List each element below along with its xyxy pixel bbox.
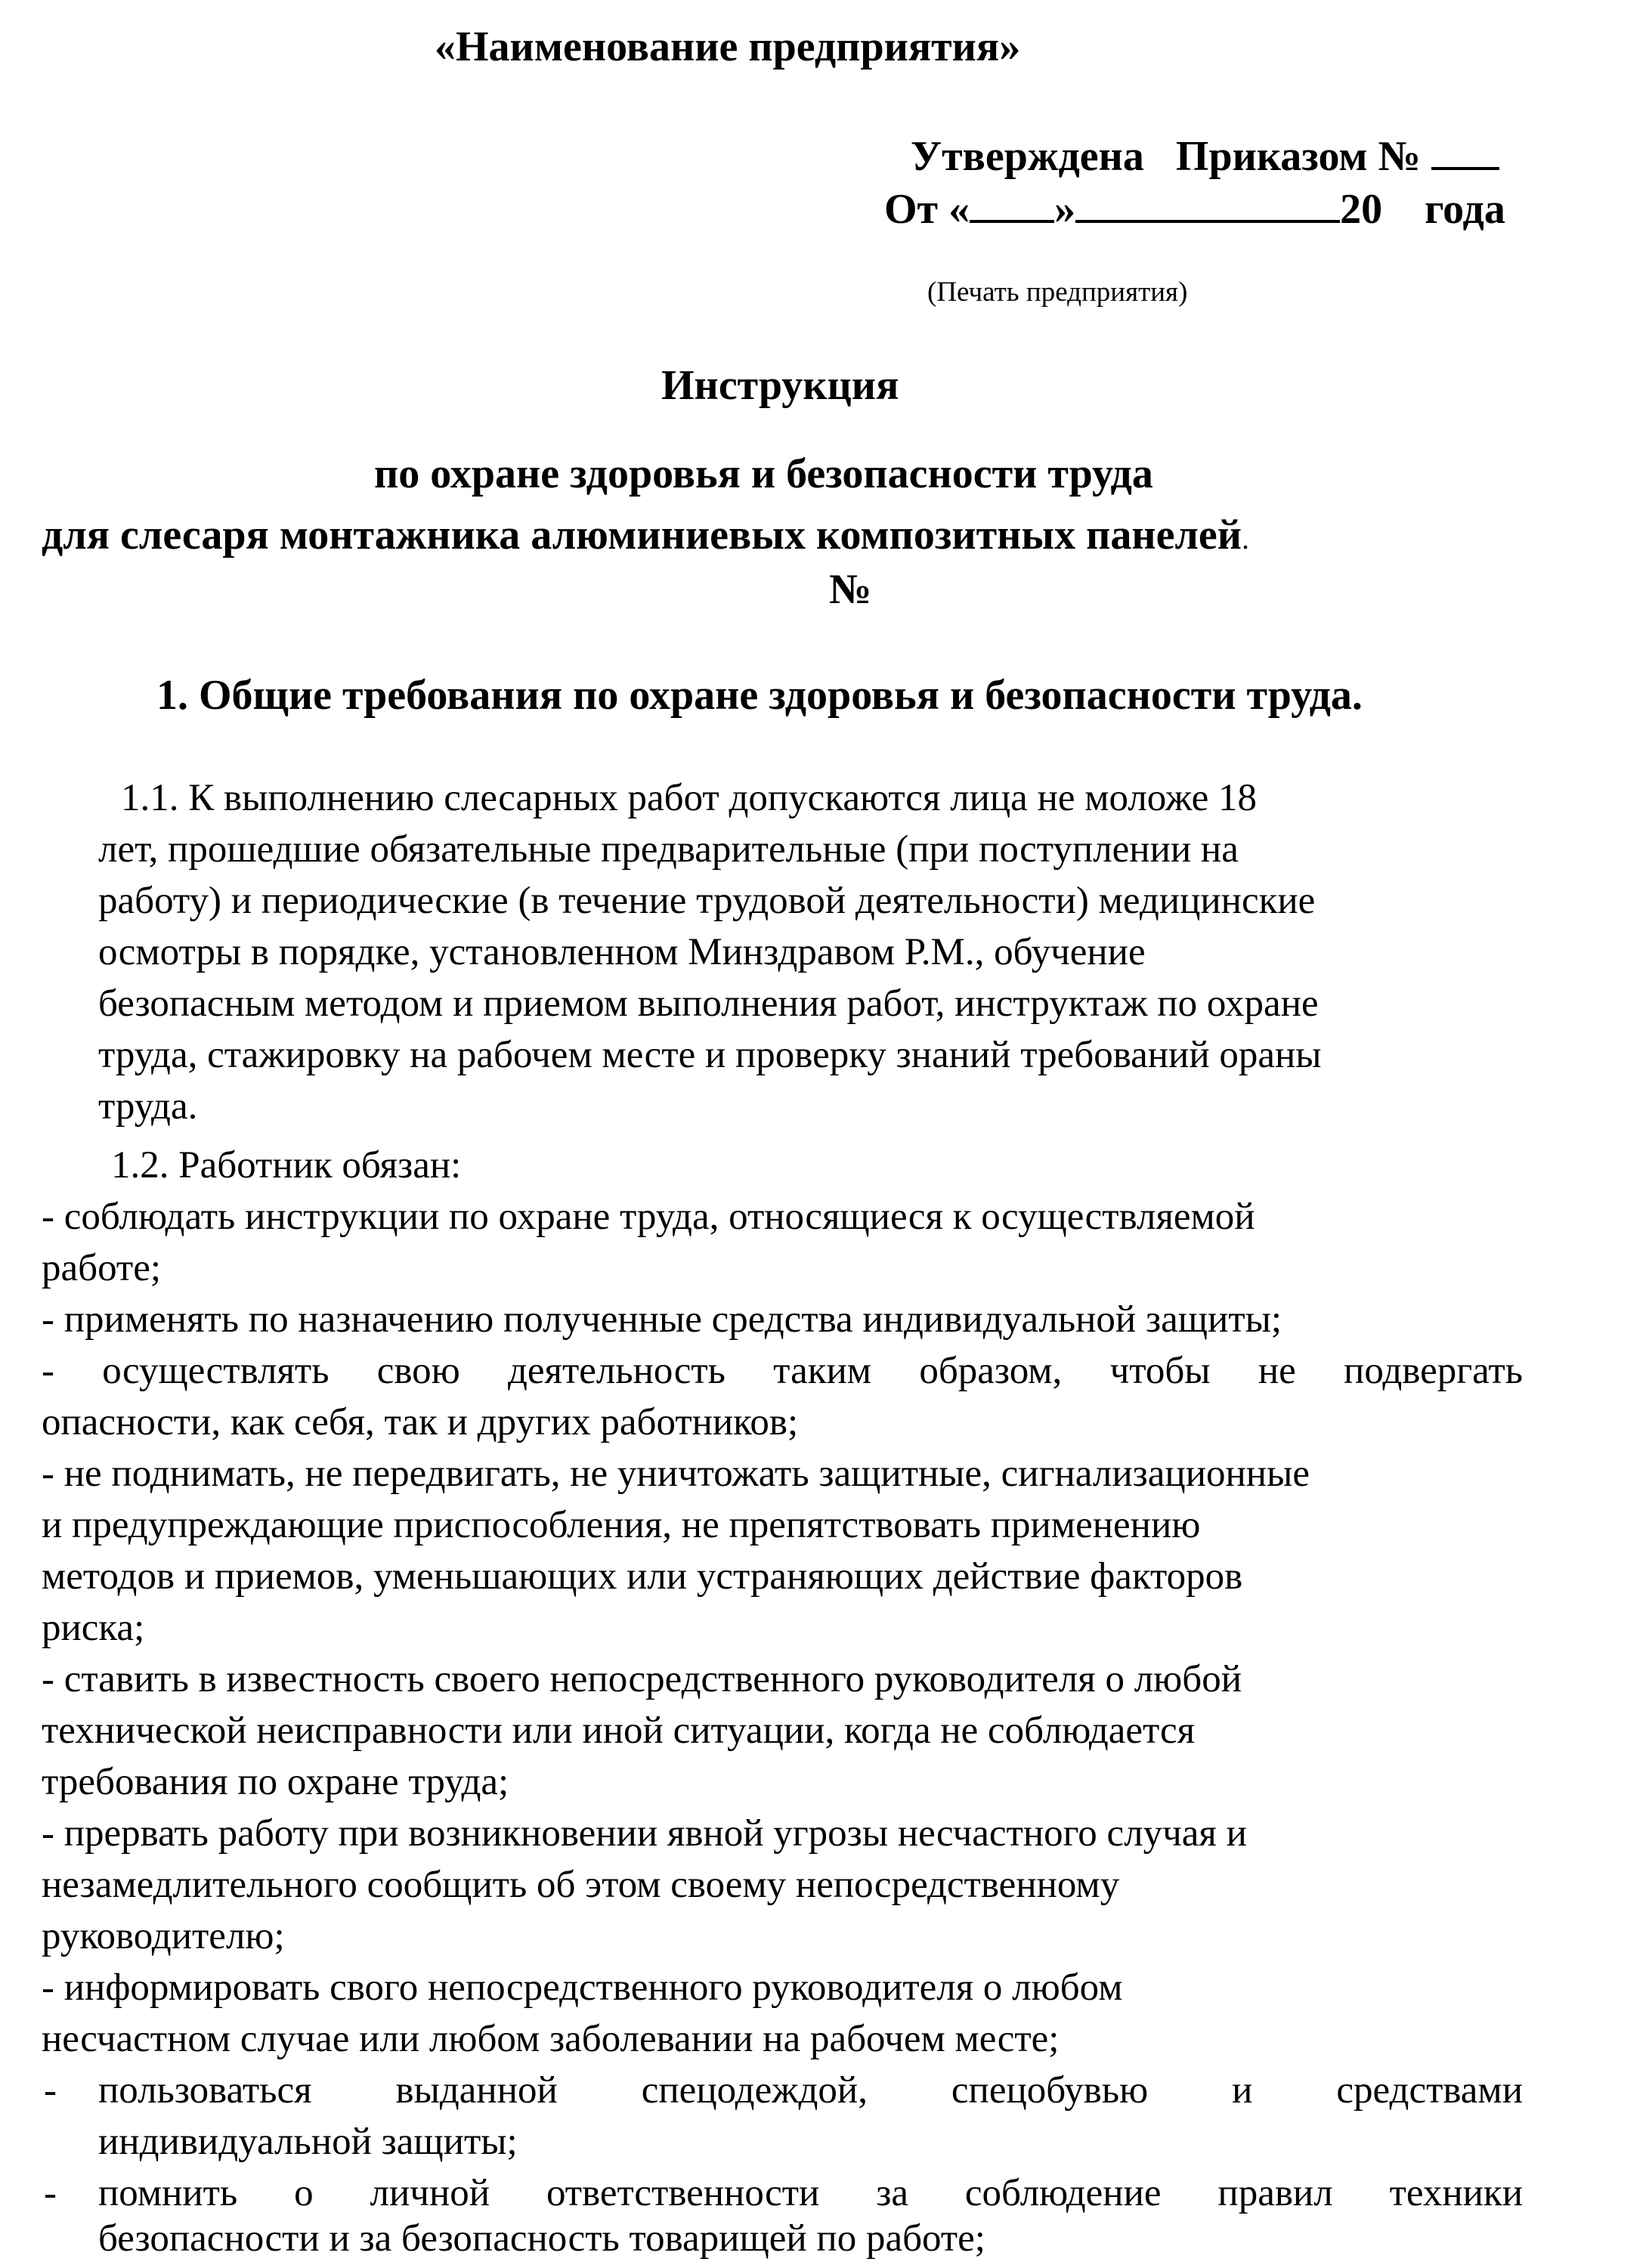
bullet-line: пользоваться выданной спецодеждой, спецобувью и средствами xyxy=(98,2069,1523,2112)
duty-line: риска; xyxy=(42,1607,145,1649)
duty-line: и предупреждающие приспособления, не препятствовать применению xyxy=(42,1504,1201,1546)
order-label: Приказом № xyxy=(1175,133,1421,180)
duty-line: руководителю; xyxy=(42,1915,285,1957)
duty-line: - соблюдать инструкции по охране труда, относящиеся к осуществляемой xyxy=(42,1196,1255,1238)
month-blank xyxy=(1075,185,1340,223)
bullet-line: безопасности и за безопасность товарищей по работе; xyxy=(98,2217,985,2260)
bullet-marker: - xyxy=(44,2069,57,2112)
duty-line: - применять по назначению полученные средства индивидуальной защиты; xyxy=(42,1298,1282,1341)
section1-heading: 1. Общие требования по охране здоровья и безопасности труда. xyxy=(156,672,1363,719)
date-line xyxy=(884,185,1505,234)
title-line2: по охране здоровья и безопасности труда xyxy=(374,450,1153,497)
p11-line: безопасным методом и приемом выполнения работ, инструктаж по охране xyxy=(98,982,1319,1025)
day-blank xyxy=(970,185,1054,223)
quote-close: » xyxy=(1054,186,1076,233)
p11-line: 1.1. К выполнению слесарных работ допускаются лица не моложе 18 xyxy=(121,777,1257,819)
duty-line: - осуществлять свою деятельность таким образом, чтобы не подвергать xyxy=(42,1350,1523,1392)
title-line3-dot: . xyxy=(1242,521,1250,555)
duty-line: опасности, как себя, так и других работников; xyxy=(42,1401,799,1443)
order-number-blank xyxy=(1431,132,1499,170)
p12-intro: 1.2. Работник обязан: xyxy=(111,1144,462,1187)
p11-line: труда. xyxy=(98,1085,198,1128)
title-line3-text: для слесаря монтажника алюминиевых композитных панелей xyxy=(42,512,1242,558)
duty-line: - прервать работу при возникновении явной угрозы несчастного случая и xyxy=(42,1812,1247,1855)
year-label: года xyxy=(1425,186,1505,233)
duty-line: технической неисправности или иной ситуации, когда не соблюдается xyxy=(42,1710,1196,1752)
bullet-line: индивидуальной защиты; xyxy=(98,2121,518,2163)
p11-line: лет, прошедшие обязательные предварительные (при поступлении на xyxy=(98,828,1239,871)
from-label: От « xyxy=(884,186,970,233)
duty-line: - не поднимать, не передвигать, не уничтожать защитные, сигнализационные xyxy=(42,1453,1310,1495)
title-line1: Инструкция xyxy=(661,362,899,409)
duty-line: незамедлительного сообщить об этом своему непосредственному xyxy=(42,1864,1120,1906)
duty-line: работе; xyxy=(42,1247,162,1289)
p11-line: осмотры в порядке, установленном Минздравом Р.М., обучение xyxy=(98,931,1146,973)
bullet-marker: - xyxy=(44,2172,57,2214)
stamp-note: (Печать предприятия) xyxy=(927,277,1188,308)
title-line3 xyxy=(42,511,1249,559)
p11-line: труда, стажировку на рабочем месте и проверку знаний требований ораны xyxy=(98,1034,1322,1076)
duty-line: - информировать свого непосредственного руководителя о любом xyxy=(42,1966,1123,2009)
duty-line: несчастном случае или любом заболевании на рабочем месте; xyxy=(42,2018,1060,2060)
bullet-line: помнить о личной ответственности за соблюдение правил техники xyxy=(98,2172,1523,2214)
duty-line: требования по охране труда; xyxy=(42,1761,509,1803)
approved-label: Утверждена xyxy=(911,133,1144,180)
p11-line: работу) и периодические (в течение трудовой деятельности) медицинские xyxy=(98,880,1316,922)
approval-line xyxy=(911,132,1499,181)
title-number-sign: № xyxy=(829,566,872,613)
year-prefix: 20 xyxy=(1340,186,1383,233)
duty-line: методов и приемов, уменьшающих или устраняющих действие факторов xyxy=(42,1555,1243,1598)
company-name: «Наименование предприятия» xyxy=(435,23,1021,70)
duty-line: - ставить в известность своего непосредственного руководителя о любой xyxy=(42,1658,1242,1700)
